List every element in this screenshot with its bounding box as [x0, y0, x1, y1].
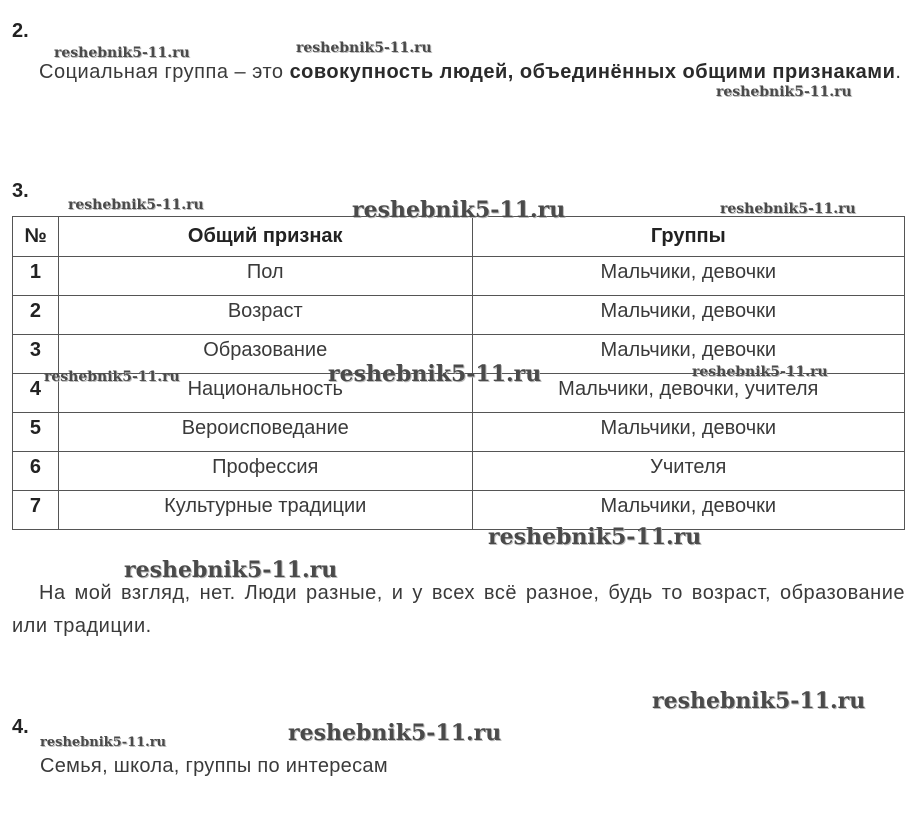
- header-number: №: [13, 217, 59, 257]
- section-2-text: [12, 56, 905, 89]
- row-number: 7: [13, 491, 59, 530]
- watermark: reshebnik5-11.ru: [124, 557, 338, 583]
- watermark: reshebnik5-11.ru: [488, 524, 702, 550]
- row-groups: Мальчики, девочки: [472, 257, 904, 296]
- watermark: reshebnik5-11.ru: [40, 735, 167, 750]
- section-2-text-plain: Социальная группа – это: [39, 61, 290, 83]
- table-row: [13, 452, 905, 491]
- watermark: reshebnik5-11.ru: [296, 40, 432, 56]
- row-feature: Национальность: [58, 374, 472, 413]
- row-feature: Возраст: [58, 296, 472, 335]
- row-feature: Вероисповедание: [58, 413, 472, 452]
- row-groups: Мальчики, девочки: [472, 335, 904, 374]
- section-2-text-bold: совокупность людей, объединённых общими признаками: [289, 61, 896, 83]
- section-2-text-end: .: [895, 61, 902, 83]
- watermark: reshebnik5-11.ru: [54, 45, 190, 61]
- watermark: reshebnik5-11.ru: [352, 197, 566, 223]
- row-number: 4: [13, 374, 59, 413]
- section-3-answer-text: На мой взгляд, нет. Люди разные, и у всех всё разное, будь то возраст, образование или традиции.: [12, 582, 905, 637]
- watermark: reshebnik5-11.ru: [288, 720, 502, 746]
- row-groups: Мальчики, девочки: [472, 413, 904, 452]
- row-feature: Профессия: [58, 452, 472, 491]
- row-number: 3: [13, 335, 59, 374]
- table-row: [13, 257, 905, 296]
- row-groups: Мальчики, девочки: [472, 491, 904, 530]
- header-feature: Общий признак: [58, 217, 472, 257]
- row-number: 2: [13, 296, 59, 335]
- table-row: [13, 413, 905, 452]
- watermark: reshebnik5-11.ru: [692, 364, 828, 380]
- table-row: [13, 491, 905, 530]
- watermark: reshebnik5-11.ru: [44, 369, 180, 385]
- row-feature: Пол: [58, 257, 472, 296]
- table-row: [13, 335, 905, 374]
- section-3-number: 3.: [12, 180, 29, 202]
- section-2-number: 2.: [12, 20, 29, 42]
- row-groups: Учителя: [472, 452, 904, 491]
- watermark: reshebnik5-11.ru: [652, 688, 866, 714]
- section-3-answer: [12, 577, 905, 643]
- row-feature: Образование: [58, 335, 472, 374]
- section-4-number: 4.: [12, 716, 29, 738]
- row-groups: Мальчики, девочки, учителя: [472, 374, 904, 413]
- table-header-row: [13, 217, 905, 257]
- row-feature: Культурные традиции: [58, 491, 472, 530]
- row-groups: Мальчики, девочки: [472, 296, 904, 335]
- header-groups: Группы: [472, 217, 904, 257]
- table-row: [13, 296, 905, 335]
- watermark: reshebnik5-11.ru: [68, 197, 204, 213]
- table-row: [13, 374, 905, 413]
- row-number: 6: [13, 452, 59, 491]
- watermark: reshebnik5-11.ru: [716, 84, 852, 100]
- row-number: 5: [13, 413, 59, 452]
- row-number: 1: [13, 257, 59, 296]
- watermark: reshebnik5-11.ru: [720, 201, 856, 217]
- features-table: [12, 216, 905, 530]
- section-4-text: Семья, школа, группы по интересам: [40, 755, 388, 777]
- watermark: reshebnik5-11.ru: [328, 361, 542, 387]
